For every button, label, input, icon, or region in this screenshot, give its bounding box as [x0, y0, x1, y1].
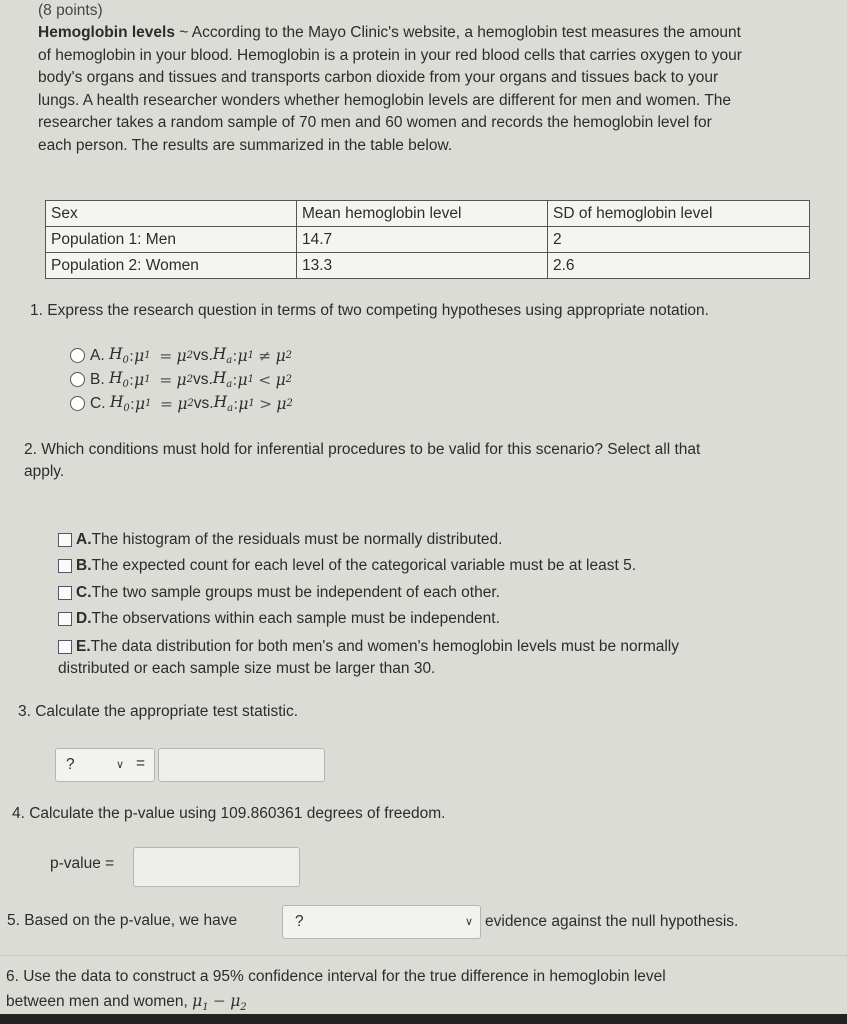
- checkbox[interactable]: [58, 559, 72, 573]
- option-letter: D.: [76, 610, 92, 627]
- test-statistic-input[interactable]: [158, 748, 325, 782]
- q2-option-c[interactable]: [58, 584, 500, 602]
- radio-button[interactable]: [70, 396, 85, 411]
- intro-line-4: lungs. A health researcher wonders whether hemoglobin levels are different for men and women. The: [38, 91, 732, 109]
- q4-label: 4. Calculate the p-value using 109.860361 degrees of freedom.: [12, 805, 446, 822]
- table-cell: 2.6: [548, 253, 810, 279]
- relation-symbol: ≠: [258, 346, 272, 365]
- table-header-cell: Sex: [46, 201, 297, 227]
- table-header-cell: Mean hemoglobin level: [297, 201, 548, 227]
- option-letter: C.: [90, 394, 106, 412]
- table-row: [46, 253, 810, 279]
- null-hypothesis-label: $H_0$: [108, 369, 129, 391]
- q1-option-a[interactable]: A. $H_0$ : μ 1 = μ 2 vs. $H_a$ : μ 1 ≠ μ 2: [70, 345, 292, 366]
- alt-hypothesis-label: $H_a$: [212, 369, 233, 391]
- table-cell: 2: [548, 227, 810, 253]
- intro-line-6: each person. The results are summarized in the table below.: [38, 136, 453, 154]
- null-hypothesis-label: $H_0$: [109, 393, 130, 415]
- q2-option-d[interactable]: [58, 610, 500, 628]
- q6-label-line-1: 6. Use the data to construct a 95% confidence interval for the true difference in hemoglobin level: [6, 968, 666, 985]
- intro-line-2: of hemoglobin in your blood. Hemoglobin is a protein in your red blood cells that carries oxygen to your: [38, 46, 742, 64]
- select-value: ?: [295, 913, 304, 930]
- option-letter: A.: [90, 346, 105, 364]
- pvalue-label: p-value =: [50, 855, 115, 872]
- mu-symbol: μ: [192, 992, 203, 1010]
- alt-hypothesis-label: $H_a$: [212, 345, 233, 367]
- intro-line-1: According to the Mayo Clinic's website, a hemoglobin test measures the amount: [191, 24, 741, 41]
- equals-sign: =: [136, 755, 146, 772]
- q5-label: 5. Based on the p-value, we have: [7, 912, 238, 929]
- intro-paragraph: [38, 22, 818, 157]
- option-text: The histogram of the residuals must be normally distributed.: [91, 531, 503, 548]
- points-label: (8 points): [38, 2, 103, 19]
- option-text: The data distribution for both men's and women's hemoglobin levels must be normally: [90, 638, 679, 655]
- checkbox[interactable]: [58, 612, 72, 626]
- q1-option-b[interactable]: B. $H_0$ : μ 1 = μ 2 vs. $H_a$ : μ 1 < μ 2: [70, 369, 292, 390]
- pvalue-input[interactable]: [133, 847, 300, 887]
- table-header-cell: SD of hemoglobin level: [548, 201, 810, 227]
- option-letter: B.: [76, 557, 92, 574]
- radio-button[interactable]: [70, 372, 85, 387]
- table-cell: Population 2: Women: [46, 253, 297, 279]
- select-value: ?: [66, 756, 75, 773]
- option-text: The two sample groups must be independent of each other.: [91, 584, 500, 601]
- table-cell: 14.7: [297, 227, 548, 253]
- null-hypothesis-label: $H_0$: [108, 345, 129, 367]
- evidence-select[interactable]: [282, 905, 481, 939]
- checkbox[interactable]: [58, 533, 72, 547]
- q2-option-e-continued: distributed or each sample size must be larger than 30.: [58, 660, 436, 677]
- q3-label: 3. Calculate the appropriate test statistic.: [18, 703, 299, 720]
- option-letter: A.: [76, 531, 92, 548]
- relation-symbol: >: [259, 394, 273, 413]
- option-text: The observations within each sample must be independent.: [91, 610, 500, 627]
- screen-bezel: [0, 1014, 847, 1024]
- option-letter: B.: [90, 370, 105, 388]
- option-letter: C.: [76, 584, 92, 601]
- summary-table: [45, 200, 810, 279]
- option-text: The expected count for each level of the categorical variable must be at least 5.: [91, 557, 637, 574]
- title-dash: ~: [174, 24, 192, 41]
- intro-line-5: researcher takes a random sample of 70 men and 60 women and records the hemoglobin level for: [38, 114, 712, 131]
- radio-button[interactable]: [70, 348, 85, 363]
- test-statistic-select[interactable]: [55, 748, 155, 782]
- table-cell: 13.3: [297, 253, 548, 279]
- q1-label: 1. Express the research question in terms of two competing hypotheses using appropriate notation.: [30, 302, 709, 319]
- problem-title: Hemoglobin levels: [38, 24, 175, 41]
- checkbox[interactable]: [58, 586, 72, 600]
- q2-label-line-2: apply.: [24, 463, 65, 480]
- checkbox[interactable]: [58, 640, 72, 654]
- chevron-down-icon: ∨: [116, 759, 125, 771]
- q6-label-line-2: between men and women, $\mu_1 - \mu_2$: [6, 992, 247, 1014]
- intro-line-3: body's organs and tissues and transports carbon dioxide from your organs and tissues back to your: [38, 69, 719, 86]
- chevron-down-icon: ∨: [465, 916, 474, 928]
- table-row: [46, 227, 810, 253]
- q2-label-line-1: 2. Which conditions must hold for inferential procedures to be valid for this scenario? Select all that: [24, 441, 701, 458]
- q2-option-b[interactable]: [58, 557, 636, 575]
- q2-option-e[interactable]: [58, 638, 679, 656]
- relation-symbol: <: [258, 370, 272, 389]
- q2-option-a[interactable]: [58, 531, 502, 549]
- divider: [0, 955, 847, 956]
- table-header-row: [46, 201, 810, 227]
- table-cell: Population 1: Men: [46, 227, 297, 253]
- q5-after-text: evidence against the null hypothesis.: [485, 913, 739, 930]
- alt-hypothesis-label: $H_a$: [213, 393, 234, 415]
- q1-option-c[interactable]: C. $H_0$ : μ 1 = μ 2 vs. $H_a$ : μ 1 > μ 2: [70, 393, 293, 414]
- option-letter: E.: [76, 638, 91, 655]
